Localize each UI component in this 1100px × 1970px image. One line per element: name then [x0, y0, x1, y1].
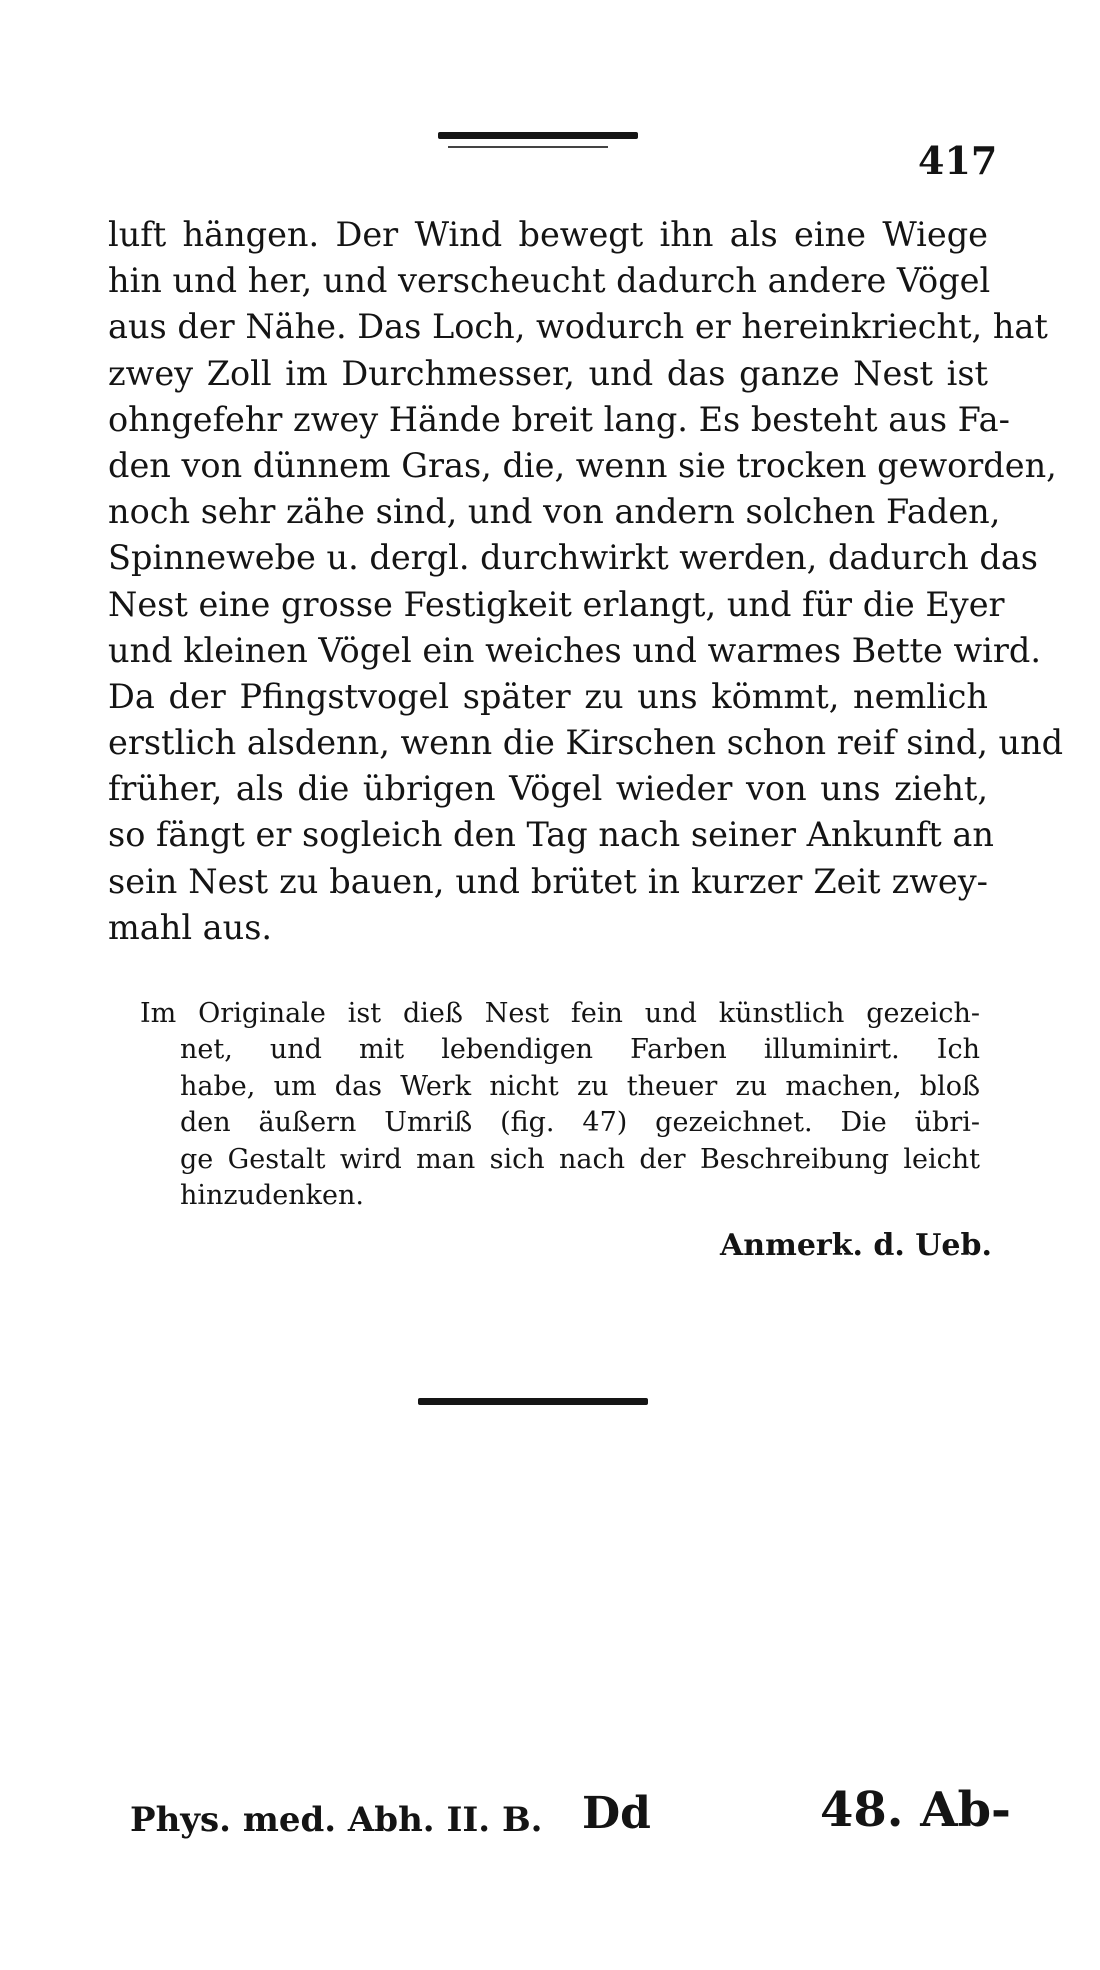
body-line: ohngefehr zwey Hände breit lang. Es besteht aus Fa-	[108, 399, 1010, 439]
body-line: noch sehr zähe sind, und von andern solchen Faden,	[108, 492, 1001, 532]
body-line: erstlich alsdenn, wenn die Kirschen schon reif sind, und	[108, 723, 1064, 763]
bottom-ornamental-rule	[418, 1398, 648, 1405]
note-line: habe, um das Werk nicht zu theuer zu machen, bloß	[180, 1070, 980, 1102]
note-line: net, und mit lebendigen Farben illuminirt. Ich	[180, 1034, 980, 1066]
body-line: sein Nest zu bauen, und brütet in kurzer Zeit zwey-	[108, 861, 988, 901]
body-text	[108, 212, 1064, 951]
body-line: Nest eine grosse Festigkeit erlangt, und für die Eyer	[108, 584, 1005, 624]
footer-catchword: 48. Ab-	[820, 1782, 1011, 1838]
body-line: zwey Zoll im Durchmesser, und das ganze Nest ist	[108, 353, 988, 393]
body-line: aus der Nähe. Das Loch, wodurch er hereinkriecht, hat	[108, 307, 1048, 347]
body-line: Spinnewebe u. dergl. durchwirkt werden, dadurch das	[108, 538, 1039, 578]
note-attribution: Anmerk. d. Ueb.	[720, 1228, 992, 1263]
body-line: luft hängen. Der Wind bewegt ihn als eine Wiege	[108, 215, 988, 254]
note-line: den äußern Umriß (fig. 47) gezeichnet. Die übri-	[180, 1107, 980, 1139]
body-line: und kleinen Vögel ein weiches und warmes Bette wird.	[108, 630, 1041, 670]
page-number: 417	[918, 138, 998, 183]
body-line: mahl aus.	[108, 907, 273, 947]
body-line: früher, als die übrigen Vögel wieder von uns zieht,	[108, 769, 988, 809]
note-line: ge Gestalt wird man sich nach der Beschreibung leicht	[180, 1143, 980, 1175]
body-line: so fängt er sogleich den Tag nach seiner Ankunft an	[108, 815, 994, 855]
footer-sheet-signature: Dd	[582, 1788, 651, 1839]
footer-signature-mark: Phys. med. Abh. II. B.	[130, 1800, 543, 1840]
translator-note	[140, 996, 980, 1214]
body-line: hin und her, und verscheucht dadurch andere Vögel	[108, 261, 991, 301]
note-line: Im Originale ist dieß Nest fein und künstlich gezeich-	[140, 998, 980, 1029]
body-line: Da der Pfingstvogel später zu uns kömmt, nemlich	[108, 676, 988, 716]
body-line: den von dünnem Gras, die, wenn sie trocken geworden,	[108, 445, 1057, 485]
note-line: hinzudenken.	[180, 1179, 364, 1211]
top-thin-rule	[448, 146, 608, 148]
top-ornamental-rule	[438, 132, 638, 139]
